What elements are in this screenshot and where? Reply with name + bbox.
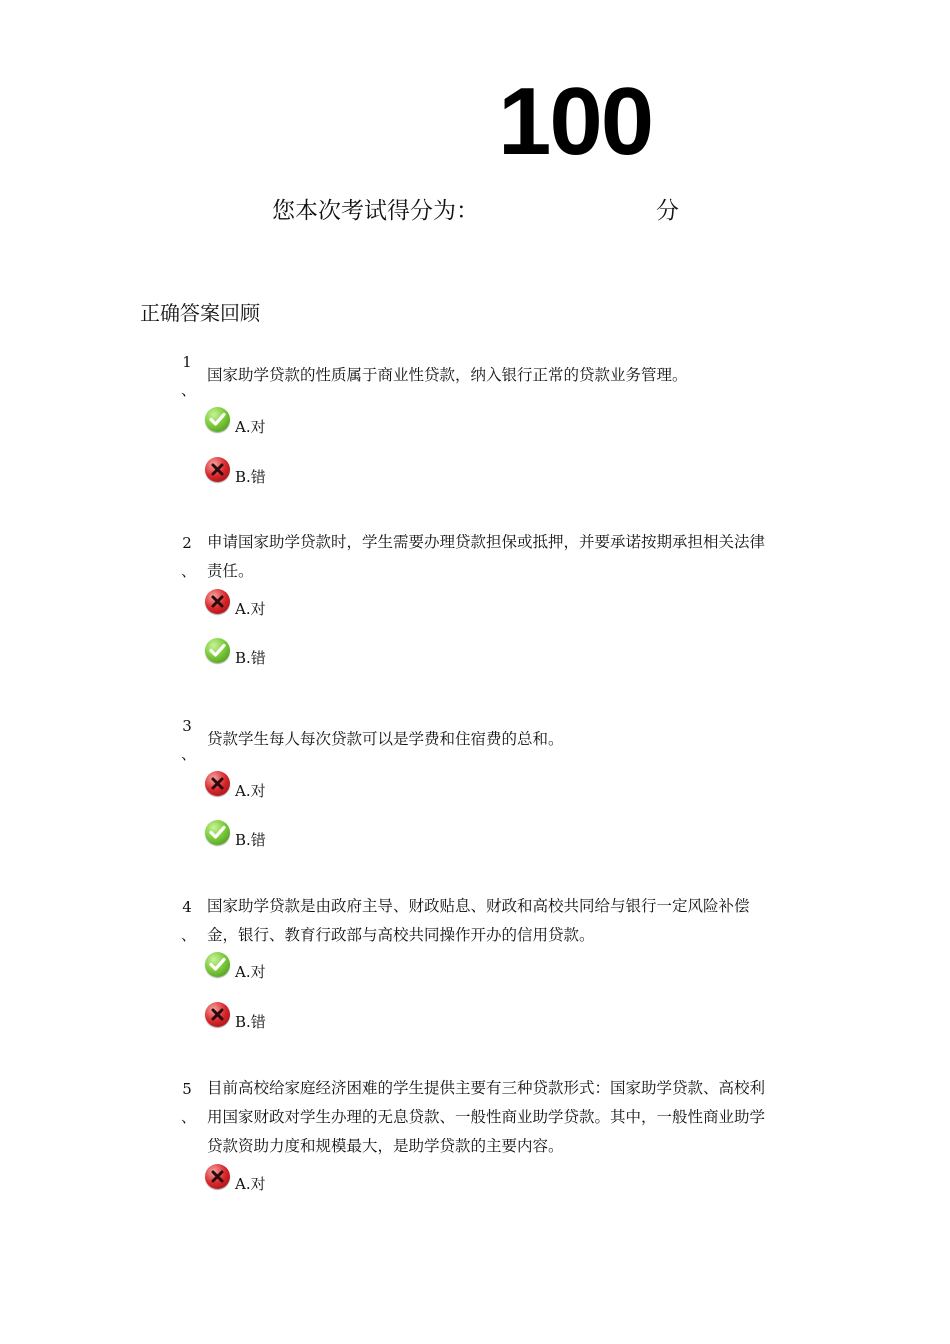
question-number-digit: 4 [182,898,192,916]
question-text: 贷款学生每人每次贷款可以是学费和住宿费的总和。 [207,730,564,748]
option-label: B.错 [235,1013,266,1031]
option-label: B.错 [235,468,266,486]
review-title: 正确答案回顾 [140,301,260,325]
cross-icon [205,771,230,796]
cross-icon [205,589,230,614]
cross-icon [205,457,230,482]
option-label: A.对 [235,963,266,981]
question-number-digit: 3 [182,717,192,735]
question-number-digit: 5 [182,1080,192,1098]
option-label: A.对 [235,1175,266,1193]
cross-icon [205,1164,230,1189]
question-number-digit: 1 [182,353,192,371]
question-text: 国家助学贷款是由政府主导、财政贴息、财政和高校共同给与银行一定风险补偿金，银行、教育行政部与高校共同操作开办的信用贷款。 [207,897,750,944]
question-number-separator: 、 [181,926,197,944]
question-text: 申请国家助学贷款时，学生需要办理贷款担保或抵押，并要承诺按期承担相关法律责任。 [207,533,766,580]
option-label: B.错 [235,831,266,849]
question-number [181,1075,197,1131]
check-icon [205,820,230,845]
check-icon [205,407,230,432]
question-number [181,348,197,404]
option-label: A.对 [235,600,266,618]
option-label: A.对 [235,418,266,436]
score-label: 您本次考试得分为： [272,198,479,224]
question-number [181,893,197,949]
question-number [181,712,197,768]
option-label: A.对 [235,782,266,800]
question-number-separator: 、 [181,381,197,399]
score-unit: 分 [656,198,679,224]
question-number-digit: 2 [182,534,192,552]
question-number-separator: 、 [181,745,197,763]
question-text: 国家助学贷款的性质属于商业性贷款，纳入银行正常的贷款业务管理。 [207,366,688,384]
check-icon [205,638,230,663]
question-number-separator: 、 [181,1108,197,1126]
check-icon [205,952,230,977]
option-label: B.错 [235,649,266,667]
question-number-separator: 、 [181,562,197,580]
cross-icon [205,1002,230,1027]
score-number: 100 [498,68,653,175]
question-text: 目前高校给家庭经济困难的学生提供主要有三种贷款形式：国家助学贷款、高校利用国家财政对学生办理的无息贷款、一般性商业助学贷款。其中，一般性商业助学贷款资助力度和规模最大，是助学贷款的主要内容。 [207,1079,766,1155]
question-number [181,529,197,585]
